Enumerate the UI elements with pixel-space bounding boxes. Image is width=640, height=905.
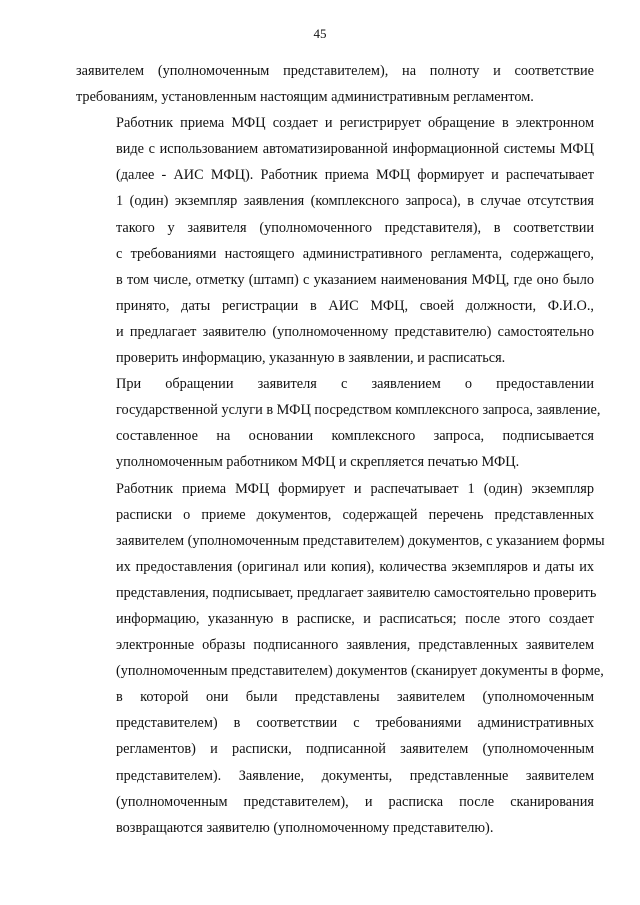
text-line: составленное на основании комплексного запроса, подписывается xyxy=(116,428,594,445)
text-line: в которой они были представлены заявителем (уполномоченным xyxy=(116,689,594,706)
text-line: возвращаются заявителю (уполномоченному представителю). xyxy=(116,819,494,836)
text-line: виде с использованием автоматизированной информационной системы МФЦ xyxy=(116,141,594,158)
text-line: и предлагает заявителю (уполномоченному представителю) самостоятельно xyxy=(116,323,594,340)
text-line: принято, даты регистрации в АИС МФЦ, своей должности, Ф.И.О., xyxy=(116,297,594,314)
text-line: (уполномоченным представителем) документов (сканирует документы в форме, xyxy=(116,663,604,680)
text-line: в том числе, отметку (штамп) с указанием наименования МФЦ, где оно было xyxy=(116,271,594,288)
text-line: представителем). Заявление, документы, представленные заявителем xyxy=(116,767,594,784)
text-line: регламентов) и расписки, подписанной заявителем (уполномоченным xyxy=(116,741,594,758)
text-line: проверить информацию, указанную в заявлении, и расписаться. xyxy=(116,350,506,367)
text-line: Работник приема МФЦ создает и регистрирует обращение в электронном xyxy=(116,115,594,132)
body-text xyxy=(76,58,605,841)
text-line: информацию, указанную в расписке, и расписаться; после этого создает xyxy=(116,610,594,627)
paragraph xyxy=(76,371,601,475)
text-line: представления, подписывает, предлагает заявителю самостоятельно проверить xyxy=(116,584,597,601)
text-line: электронные образы подписанного заявления, представленных заявителем xyxy=(116,637,594,654)
text-line: уполномоченным работником МФЦ и скрепляется печатью МФЦ. xyxy=(116,454,520,471)
text-line: (далее - АИС МФЦ). Работник приема МФЦ формирует и распечатывает xyxy=(116,167,594,184)
text-line: При обращении заявителя с заявлением о предоставлении xyxy=(116,376,594,393)
text-line: (уполномоченным представителем), и расписка после сканирования xyxy=(116,793,594,810)
text-line: с требованиями настоящего административного регламента, содержащего, xyxy=(116,245,594,262)
text-line: расписки о приеме документов, содержащей перечень представленных xyxy=(116,506,594,523)
page-number: 45 xyxy=(313,26,327,41)
text-line: Работник приема МФЦ формирует и распечатывает 1 (один) экземпляр xyxy=(116,480,594,497)
paragraph xyxy=(76,110,594,371)
text-line: 1 (один) экземпляр заявления (комплексного запроса), в случае отсутствия xyxy=(116,193,594,210)
text-line: требованиям, установленным настоящим административным регламентом. xyxy=(76,89,534,106)
text-line: такого у заявителя (уполномоченного представителя), в соответствии xyxy=(116,219,594,236)
paragraph xyxy=(76,58,594,110)
text-line: государственной услуги в МФЦ посредством комплексного запроса, заявление, xyxy=(116,402,601,419)
text-line: их предоставления (оригинал или копия), количества экземпляров и даты их xyxy=(116,558,594,575)
paragraph xyxy=(76,476,605,841)
text-line: представителем) в соответствии с требованиями административных xyxy=(116,715,594,732)
text-line: заявителем (уполномоченным представителем), на полноту и соответствие xyxy=(76,63,594,79)
text-line: заявителем (уполномоченным представителем) документов, с указанием формы xyxy=(116,532,605,549)
